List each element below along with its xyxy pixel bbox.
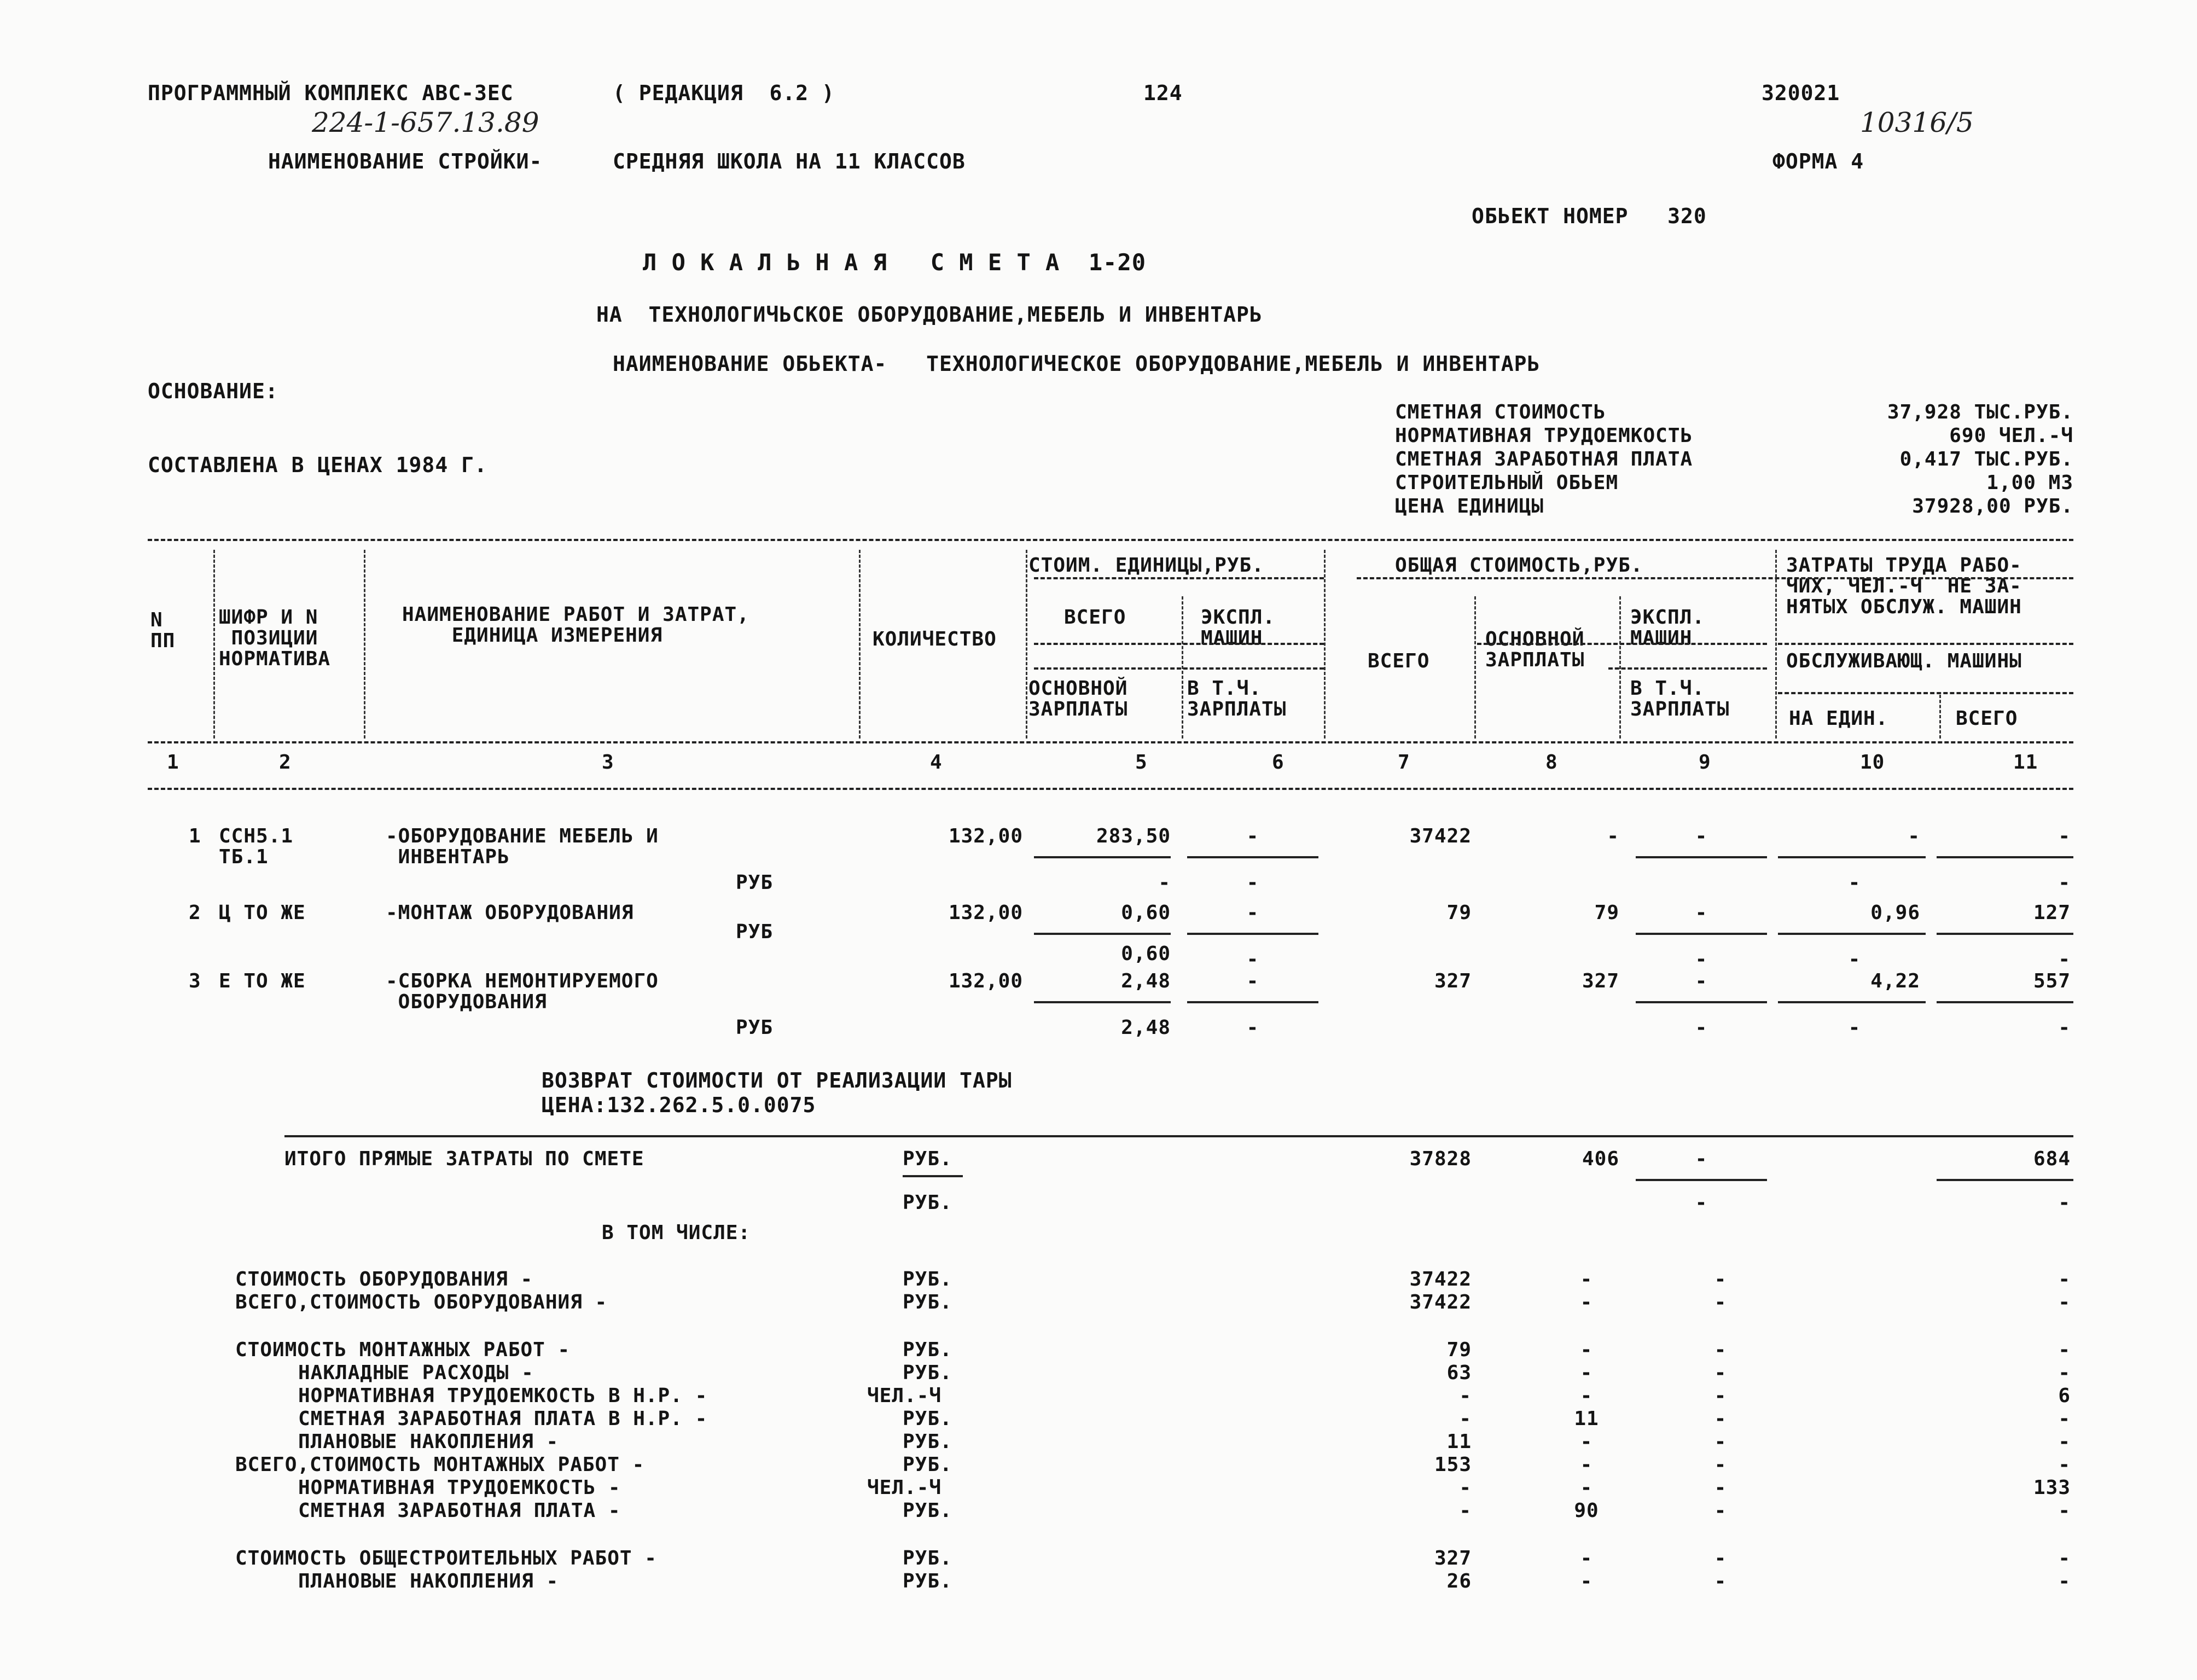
return-note-line1: ВОЗВРАТ СТОИМОСТИ ОТ РЕАЛИЗАЦИИ ТАРЫ <box>542 1068 1012 1092</box>
row-sub-rule <box>1778 856 1926 858</box>
construction-label: НАИМЕНОВАНИЕ СТРОЙКИ- <box>268 149 543 173</box>
breakdown-label: НОРМАТИВНАЯ ТРУДОЕМКОСТЬ В Н.Р. - <box>298 1385 708 1407</box>
row-machines: - <box>1695 825 1708 847</box>
row-name: -ОБОРУДОВАНИЕ МЕБЕЛЬ И ИНВЕНТАРЬ <box>386 825 659 868</box>
breakdown-salary: - <box>1580 1454 1593 1476</box>
row-name: -СБОРКА НЕМОНТИРУЕМОГО ОБОРУДОВАНИЯ <box>386 970 659 1013</box>
breakdown-unit: РУБ. <box>903 1339 952 1361</box>
header-sub-rule <box>1357 577 2073 579</box>
breakdown-machines: - <box>1714 1431 1727 1453</box>
row-machines: - <box>1695 902 1708 924</box>
breakdown-machines: - <box>1714 1408 1727 1430</box>
breakdown-labor: 6 <box>2058 1385 2071 1407</box>
breakdown-label: СМЕТНАЯ ЗАРАБОТНАЯ ПЛАТА - <box>298 1499 621 1522</box>
breakdown-machines: - <box>1714 1499 1727 1522</box>
breakdown-label: СТОИМОСТЬ МОНТАЖНЫХ РАБОТ - <box>235 1339 571 1361</box>
row-sub-rule <box>1187 856 1318 858</box>
header-total-cost: ОБЩАЯ СТОИМОСТЬ,РУБ. <box>1395 554 1643 577</box>
breakdown-salary: - <box>1580 1339 1593 1361</box>
breakdown-salary: - <box>1580 1570 1593 1592</box>
row-quantity: 132,00 <box>948 902 1023 924</box>
breakdown-total: 11 <box>1446 1431 1472 1453</box>
breakdown-salary: 90 <box>1574 1499 1599 1522</box>
totals-salary: 406 <box>1582 1148 1619 1170</box>
header-rule <box>148 741 2073 743</box>
header-col-separator <box>1939 695 1941 739</box>
row-labor-unit: 4,22 <box>1870 970 1920 992</box>
row-sub-rule <box>1187 933 1318 935</box>
breakdown-salary: - <box>1580 1362 1593 1384</box>
breakdown-unit: РУБ. <box>903 1291 952 1313</box>
column-number: 1 <box>167 751 179 774</box>
totals-total: 37828 <box>1409 1148 1472 1170</box>
row-machine-salary: - <box>1695 1016 1708 1039</box>
summary-label: СТРОИТЕЛЬНЫЙ ОБЬЕМ <box>1395 472 1619 494</box>
header-col-separator <box>1324 550 1326 739</box>
row-sub-rule <box>1636 1001 1767 1003</box>
row-machine-salary: - <box>1695 948 1708 970</box>
numbers-rule <box>148 788 2073 790</box>
breakdown-unit: РУБ. <box>903 1454 952 1476</box>
header-col-9a: ЭКСПЛ. МАШИН <box>1630 606 1705 649</box>
basis-label: ОСНОВАНИЕ: <box>148 379 278 403</box>
row-sub-rule <box>1034 933 1171 935</box>
totals-machine-salary: - <box>1695 1191 1708 1214</box>
column-number: 4 <box>930 751 943 774</box>
breakdown-labor: - <box>2058 1268 2071 1290</box>
header-sub-rule <box>1034 667 1324 670</box>
header-col-11: ВСЕГО <box>1956 707 2018 730</box>
breakdown-label: СМЕТНАЯ ЗАРАБОТНАЯ ПЛАТА В Н.Р. - <box>298 1408 708 1430</box>
header-col-6b: В Т.Ч. ЗАРПЛАТЫ <box>1187 677 1287 720</box>
breakdown-salary: - <box>1580 1385 1593 1407</box>
row-unit-machines: - <box>1246 902 1259 924</box>
breakdown-unit: РУБ. <box>903 1570 952 1592</box>
header-col-8: ОСНОВНОЙ ЗАРПЛАТЫ <box>1485 628 1585 671</box>
breakdown-labor: - <box>2058 1362 2071 1384</box>
header-sub-rule <box>1034 643 1324 645</box>
breakdown-machines: - <box>1714 1570 1727 1592</box>
row-sub-rule <box>1636 933 1767 935</box>
row-code: Ц ТО ЖЕ <box>219 902 306 924</box>
breakdown-salary: - <box>1580 1268 1593 1290</box>
breakdown-labor: - <box>2058 1408 2071 1430</box>
breakdown-unit: ЧЕЛ.-Ч <box>867 1476 942 1499</box>
row-labor-total: 557 <box>2033 970 2071 992</box>
totals-machines: - <box>1695 1148 1708 1170</box>
breakdown-unit: РУБ. <box>903 1362 952 1384</box>
header-col-3: НАИМЕНОВАНИЕ РАБОТ И ЗАТРАТ, ЕДИНИЦА ИЗМЕРЕНИЯ <box>402 603 749 647</box>
column-number: 8 <box>1545 751 1558 774</box>
header-labor: ЗАТРАТЫ ТРУДА РАБО- ЧИХ, ЧЕЛ.-Ч НЕ ЗА- НЯТЫХ ОБСЛУЖ. МАШИН <box>1786 554 2022 618</box>
column-number: 6 <box>1272 751 1285 774</box>
program-name: ПРОГРАММНЫЙ КОМПЛЕКС АВС-ЗЕС <box>148 81 514 105</box>
document-title: Л О К А Л Ь Н А Я С М Е Т А 1-20 <box>643 249 1147 276</box>
breakdown-unit: ЧЕЛ.-Ч <box>867 1385 942 1407</box>
column-number: 10 <box>1860 751 1885 774</box>
totals-rule <box>1636 1179 1767 1181</box>
breakdown-unit: РУБ. <box>903 1268 952 1290</box>
object-number: ОБЬЕКТ НОМЕР 320 <box>1472 204 1707 228</box>
row-quantity: 132,00 <box>948 970 1023 992</box>
header-col-separator <box>364 550 365 739</box>
including-label: В ТОМ ЧИСЛЕ: <box>602 1222 751 1244</box>
row-machines: - <box>1695 970 1708 992</box>
summary-label: ЦЕНА ЕДИНИЦЫ <box>1395 495 1544 518</box>
summary-label: СМЕТНАЯ СТОИМОСТЬ <box>1395 401 1606 423</box>
document-code: 320021 <box>1762 81 1840 105</box>
column-number: 11 <box>2013 751 2038 774</box>
row-unit-salary: 0,60 <box>1121 943 1171 965</box>
row-labor-total-machines: - <box>2058 1016 2071 1039</box>
header-sub-rule <box>1608 667 1767 670</box>
row-unit-total: 2,48 <box>1121 970 1171 992</box>
row-number: 2 <box>189 902 201 924</box>
breakdown-total: 37422 <box>1409 1268 1472 1290</box>
header-sub-rule <box>1034 577 1324 579</box>
breakdown-labor: - <box>2058 1547 2071 1569</box>
row-sub-rule <box>1187 1001 1318 1003</box>
row-salary: 79 <box>1594 902 1619 924</box>
breakdown-unit: РУБ. <box>903 1431 952 1453</box>
header-col-separator <box>1182 596 1183 739</box>
row-unit-machines: - <box>1246 970 1259 992</box>
breakdown-total: - <box>1459 1499 1472 1522</box>
row-number: 1 <box>189 825 201 847</box>
column-number: 3 <box>602 751 614 774</box>
summary-label: СМЕТНАЯ ЗАРАБОТНАЯ ПЛАТА <box>1395 448 1693 470</box>
header-col-10: НА ЕДИН. <box>1789 707 1888 730</box>
row-unit-machine-salary: - <box>1246 1016 1259 1039</box>
column-number: 2 <box>279 751 292 774</box>
breakdown-machines: - <box>1714 1476 1727 1499</box>
breakdown-unit: РУБ. <box>903 1547 952 1569</box>
breakdown-labor: - <box>2058 1291 2071 1313</box>
header-labor-machines: ОБСЛУЖИВАЮЩ. МАШИНЫ <box>1786 650 2022 672</box>
header-col-separator <box>1026 550 1027 739</box>
breakdown-unit: РУБ. <box>903 1499 952 1522</box>
breakdown-label: ПЛАНОВЫЕ НАКОПЛЕНИЯ - <box>298 1570 559 1592</box>
breakdown-total: 153 <box>1434 1454 1472 1476</box>
row-unit: РУБ <box>736 1016 774 1039</box>
row-sub-rule <box>1937 1001 2073 1003</box>
breakdown-machines: - <box>1714 1547 1727 1569</box>
breakdown-total: - <box>1459 1476 1472 1499</box>
totals-top-rule <box>284 1135 2073 1137</box>
breakdown-labor: - <box>2058 1339 2071 1361</box>
header-col-separator <box>1775 550 1777 739</box>
row-unit: РУБ <box>736 871 774 894</box>
document-subtitle: НА ТЕХНОЛОГИЧЬСКОЕ ОБОРУДОВАНИЕ,МЕБЕЛЬ И ИНВЕНТАРЬ <box>596 303 1263 327</box>
breakdown-total: 37422 <box>1409 1291 1472 1313</box>
summary-value: 0,417 ТЫС.РУБ. <box>1899 448 2073 470</box>
breakdown-machines: - <box>1714 1268 1727 1290</box>
row-unit-machine-salary: - <box>1246 948 1259 970</box>
row-labor-unit-machines: - <box>1848 948 1861 970</box>
handwritten-project-number: 224-1-657.13.89 <box>312 107 539 138</box>
totals-labor: 684 <box>2033 1148 2071 1170</box>
row-salary: - <box>1607 825 1619 847</box>
header-col-separator <box>1619 596 1621 739</box>
breakdown-salary: - <box>1580 1547 1593 1569</box>
header-col-9b: В Т.Ч. ЗАРПЛАТЫ <box>1630 677 1730 720</box>
breakdown-labor: - <box>2058 1570 2071 1592</box>
row-sub-rule <box>1636 856 1767 858</box>
totals-rule <box>1937 1179 2073 1181</box>
breakdown-labor: 133 <box>2033 1476 2071 1499</box>
row-unit-total: 0,60 <box>1121 902 1171 924</box>
breakdown-salary: 11 <box>1574 1408 1599 1430</box>
breakdown-label: СТОИМОСТЬ ОБЩЕСТРОИТЕЛЬНЫХ РАБОТ - <box>235 1547 657 1569</box>
header-col-5b: ОСНОВНОЙ ЗАРПЛАТЫ <box>1028 677 1128 720</box>
breakdown-label: ПЛАНОВЫЕ НАКОПЛЕНИЯ - <box>298 1431 559 1453</box>
breakdown-labor: - <box>2058 1454 2071 1476</box>
form-number: ФОРМА 4 <box>1772 149 1864 173</box>
object-name: НАИМЕНОВАНИЕ ОБЬЕКТА- ТЕХНОЛОГИЧЕСКОЕ ОБОРУДОВАНИЕ,МЕБЕЛЬ И ИНВЕНТАРЬ <box>613 352 1541 376</box>
row-labor-unit: 0,96 <box>1870 902 1920 924</box>
header-col-5a: ВСЕГО <box>1064 606 1126 629</box>
header-unit-cost: СТОИМ. ЕДИНИЦЫ,РУБ. <box>1028 554 1264 577</box>
breakdown-label: СТОИМОСТЬ ОБОРУДОВАНИЯ - <box>235 1268 533 1290</box>
row-name: -МОНТАЖ ОБОРУДОВАНИЯ <box>386 902 634 924</box>
totals-unit-rule <box>903 1175 963 1177</box>
header-col-4: КОЛИЧЕСТВО <box>873 628 997 650</box>
breakdown-machines: - <box>1714 1291 1727 1313</box>
breakdown-label: НАКЛАДНЫЕ РАСХОДЫ - <box>298 1362 534 1384</box>
header-col-1: N ПП <box>150 609 176 652</box>
summary-value: 690 ЧЕЛ.-Ч <box>1949 425 2073 447</box>
return-note-line2: ЦЕНА:132.262.5.0.0075 <box>542 1093 816 1117</box>
breakdown-total: 327 <box>1434 1547 1472 1569</box>
breakdown-machines: - <box>1714 1339 1727 1361</box>
edition: ( РЕДАКЦИЯ 6.2 ) <box>613 81 835 105</box>
row-sub-rule <box>1778 933 1926 935</box>
row-sub-rule <box>1034 1001 1171 1003</box>
header-sub-rule <box>1778 692 2073 694</box>
column-number: 5 <box>1135 751 1148 774</box>
row-labor-total: - <box>2058 825 2071 847</box>
header-col-separator <box>859 550 861 739</box>
header-col-2: ШИФР И N ПОЗИЦИИ НОРМАТИВА <box>219 606 331 670</box>
row-unit: РУБ <box>736 921 774 943</box>
row-salary: 327 <box>1582 970 1619 992</box>
row-quantity: 132,00 <box>948 825 1023 847</box>
row-code: ССН5.1 ТБ.1 <box>219 825 294 868</box>
row-total: 79 <box>1446 902 1472 924</box>
header-col-6a: ЭКСПЛ. МАШИН <box>1201 606 1276 649</box>
breakdown-total: - <box>1459 1408 1472 1430</box>
row-labor-unit-machines: - <box>1848 1016 1861 1039</box>
summary-value: 1,00 М3 <box>1986 472 2073 494</box>
breakdown-machines: - <box>1714 1454 1727 1476</box>
row-total: 327 <box>1434 970 1472 992</box>
header-col-separator <box>1474 596 1476 739</box>
row-labor-unit-machines: - <box>1848 871 1861 894</box>
table-top-rule <box>148 539 2073 541</box>
header-col-7: ВСЕГО <box>1368 650 1430 672</box>
breakdown-salary: - <box>1580 1291 1593 1313</box>
breakdown-label: ВСЕГО,СТОИМОСТЬ МОНТАЖНЫХ РАБОТ - <box>235 1454 645 1476</box>
construction-name: СРЕДНЯЯ ШКОЛА НА 11 КЛАССОВ <box>613 149 966 173</box>
row-code: Е ТО ЖЕ <box>219 970 306 992</box>
row-total: 37422 <box>1409 825 1472 847</box>
summary-value: 37928,00 РУБ. <box>1912 495 2073 518</box>
breakdown-label: НОРМАТИВНАЯ ТРУДОЕМКОСТЬ - <box>298 1476 621 1499</box>
row-labor-total-machines: - <box>2058 871 2071 894</box>
breakdown-total: - <box>1459 1385 1472 1407</box>
breakdown-unit: РУБ. <box>903 1408 952 1430</box>
column-number: 9 <box>1699 751 1711 774</box>
breakdown-salary: - <box>1580 1431 1593 1453</box>
row-labor-total-machines: - <box>2058 948 2071 970</box>
breakdown-labor: - <box>2058 1499 2071 1522</box>
page-number: 124 <box>1143 81 1183 105</box>
header-sub-rule <box>1778 643 2073 645</box>
totals-labor-machines: - <box>2058 1191 2071 1214</box>
row-number: 3 <box>189 970 201 992</box>
row-sub-rule <box>1937 856 2073 858</box>
header-col-separator <box>213 550 215 739</box>
breakdown-machines: - <box>1714 1362 1727 1384</box>
breakdown-total: 79 <box>1446 1339 1472 1361</box>
totals-unit-2: РУБ. <box>903 1191 952 1214</box>
row-labor-unit: - <box>1908 825 1920 847</box>
row-labor-total: 127 <box>2033 902 2071 924</box>
row-unit-machines: - <box>1246 825 1259 847</box>
row-sub-rule <box>1937 933 2073 935</box>
row-unit-machine-salary: - <box>1246 871 1259 894</box>
prices-basis: СОСТАВЛЕНА В ЦЕНАХ 1984 Г. <box>148 453 487 477</box>
row-sub-rule <box>1034 856 1171 858</box>
totals-unit: РУБ. <box>903 1148 952 1170</box>
breakdown-labor: - <box>2058 1431 2071 1453</box>
row-unit-total: 283,50 <box>1096 825 1171 847</box>
breakdown-machines: - <box>1714 1385 1727 1407</box>
column-number: 7 <box>1398 751 1410 774</box>
handwritten-archive-number: 10316/5 <box>1860 107 1974 138</box>
breakdown-total: 63 <box>1446 1362 1472 1384</box>
breakdown-salary: - <box>1580 1476 1593 1499</box>
breakdown-total: 26 <box>1446 1570 1472 1592</box>
summary-value: 37,928 ТЫС.РУБ. <box>1887 401 2073 423</box>
row-sub-rule <box>1778 1001 1926 1003</box>
breakdown-label: ВСЕГО,СТОИМОСТЬ ОБОРУДОВАНИЯ - <box>235 1291 608 1313</box>
row-unit-salary: - <box>1158 871 1171 894</box>
summary-label: НОРМАТИВНАЯ ТРУДОЕМКОСТЬ <box>1395 425 1693 447</box>
row-unit-salary: 2,48 <box>1121 1016 1171 1039</box>
totals-label: ИТОГО ПРЯМЫЕ ЗАТРАТЫ ПО СМЕТЕ <box>284 1148 644 1170</box>
header-sub-rule <box>1477 643 1767 645</box>
